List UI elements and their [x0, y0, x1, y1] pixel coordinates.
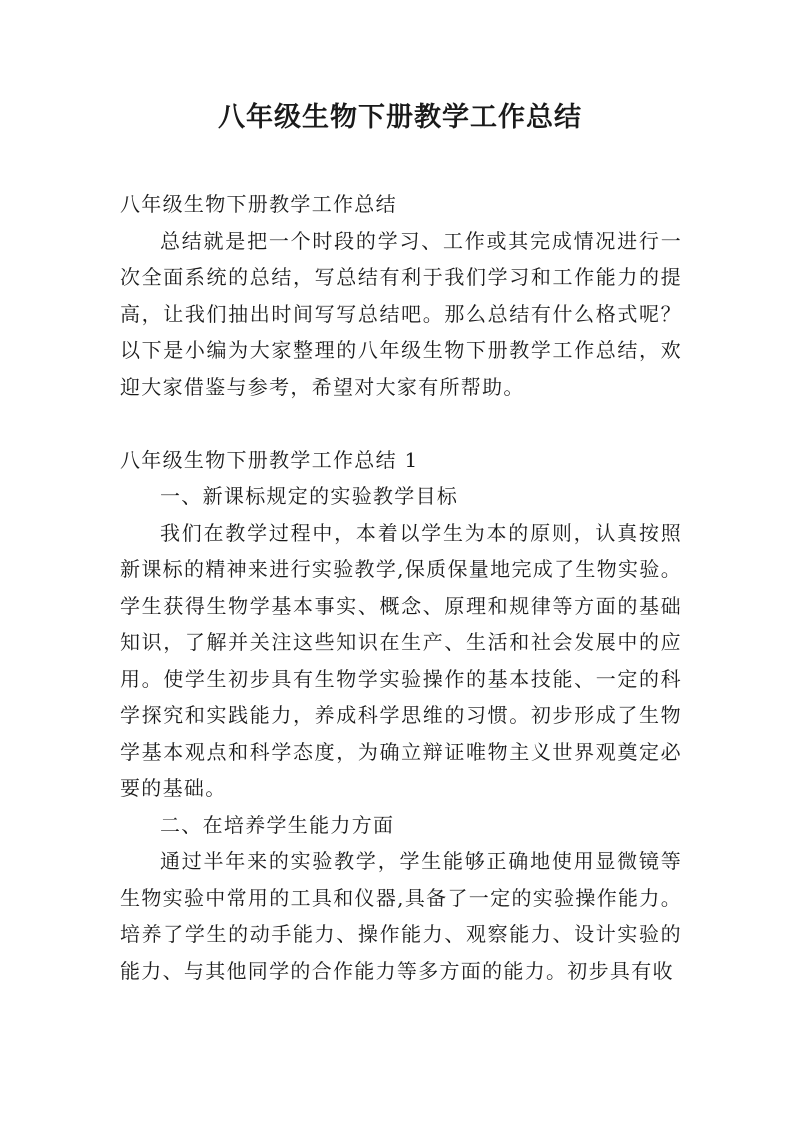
section-heading: 八年级生物下册教学工作总结 1: [120, 447, 419, 472]
subsection-paragraph-2: 通过半年来的实验教学，学生能够正确地使用显微镜等生物实验中常用的工具和仪器,具备了一定的实验操作能力。培养了学生的动手能力、操作能力、观察能力、设计实验的能力、与其他同学的合作能力等多方面的能力。初步具有收: [120, 849, 682, 983]
document-title: 八年级生物下册教学工作总结: [218, 102, 582, 133]
document-body: [120, 186, 682, 989]
subsection-heading-2: 二、在培养学生能力方面: [160, 812, 395, 837]
intro-heading: 八年级生物下册教学工作总结: [120, 192, 397, 216]
subsection-heading-1: 一、新课标规定的实验教学目标: [160, 484, 459, 508]
paragraph-spacer: [120, 405, 682, 442]
intro-paragraph: 总结就是把一个时段的学习、工作或其完成情况进行一次全面系统的总结，写总结有利于我们学习和工作能力的提高，让我们抽出时间写写总结吧。那么总结有什么格式呢？以下是小编为大家整理的八年级生物下册教学工作总结，欢迎大家借鉴与参考，希望对大家有所帮助。: [120, 228, 682, 399]
subsection-paragraph-1: 我们在教学过程中，本着以学生为本的原则，认真按照新课标的精神来进行实验教学,保质保量地完成了生物实验。学生获得生物学基本事实、概念、原理和规律等方面的基础知识，了解并关注这些知识在生产、生活和社会发展中的应用。使学生初步具有生物学实验操作的基本技能、一定的科学探究和实践能力，养成科学思维的习惯。初步形成了生物学基本观点和科学态度，为确立辩证唯物主义世界观奠定必要的基础。: [120, 520, 682, 800]
